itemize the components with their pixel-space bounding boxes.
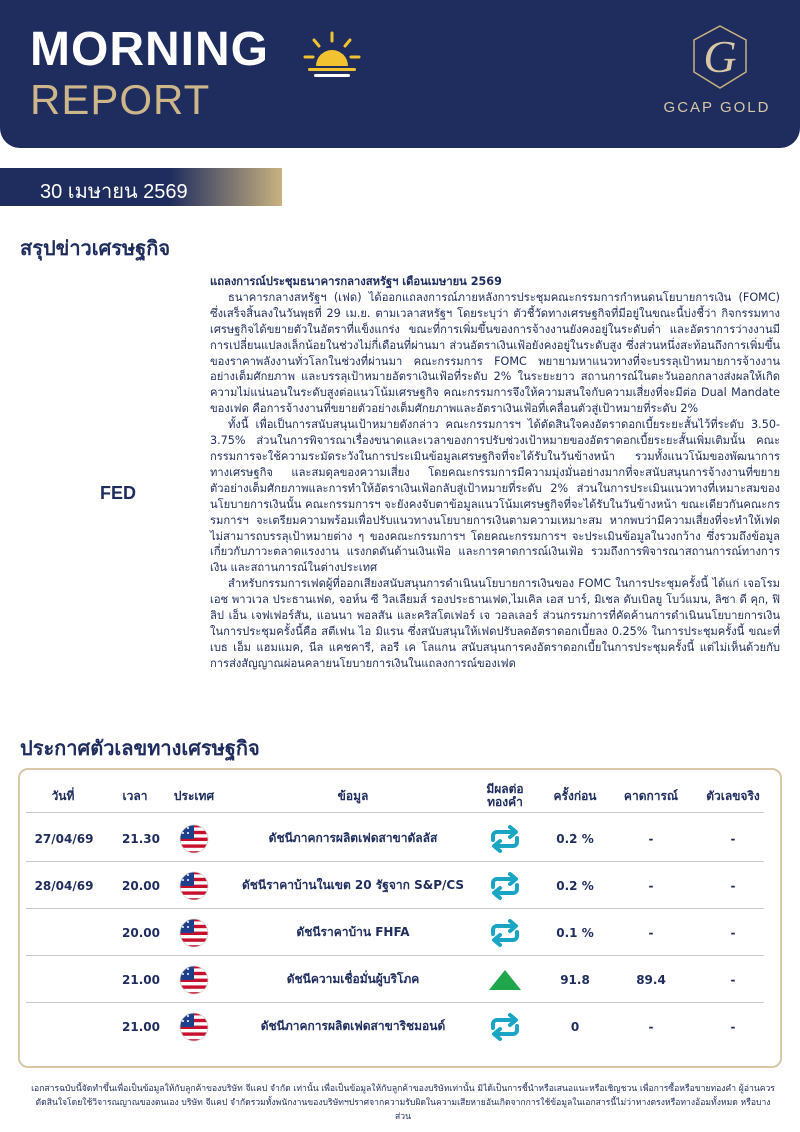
row-separator: [26, 812, 764, 813]
us-flag-icon: [160, 956, 228, 1003]
news-section-title: สรุปข่าวเศรษฐกิจ: [20, 238, 171, 260]
news-box: [20, 270, 780, 716]
row-time: 20.00: [122, 878, 160, 893]
row-previous: 0.2 %: [556, 878, 594, 893]
economic-calendar-table: [18, 768, 782, 1068]
disclaimer: เอกสารฉบับนี้จัดทำขึ้นเพื่อเป็นข้อมูลให้กับลูกค้าของบริษัท จีแคป จำกัด เท่านั้น เพื่อเป็นข้อมูลให้กับลูกค้าของบริษัทเท่านั้น มิได้เป็นการชี้นำหรือเสนอแนะหรือเชิญชวน เพื่อการซื้อหรือขายทองคำ ผู้อ่านควรตัดสินใจโดยใช้วิจารณญาณของตนเอง บริษัท จีแคป จำกัดรวมทั้งพนักงานของบริษัทฯปราศจากความรับผิดในความเสียหายอันเกิดจากการใช้ข้อมูลในเอกสารนี้ไม่ว่าทางตรงหรือทางอ้อมทั้งหมด หรือบางส่วน: [31, 1084, 775, 1122]
table-row: [20, 909, 780, 956]
neutral-arrows-icon: [480, 1003, 530, 1050]
row-indicator: ดัชนีภาคการผลิตเฟดสาขาริชมอนด์: [260, 1019, 446, 1033]
row-date: 28/04/69: [34, 878, 94, 893]
header-previous: ครั้งก่อน: [553, 788, 597, 803]
report-date: 30 เมษายน 2569: [40, 181, 188, 203]
header-data: ข้อมูล: [337, 788, 369, 803]
news-content: [210, 274, 780, 672]
news-paragraph: ธนาคารกลางสหรัฐฯ (เฟด) ได้ออกแถลงการณ์ภายหลังการประชุมคณะกรรมการกำหนดนโยบายการเงิน (FOMC) ซึ่งเสร็จสิ้นลงในวันพุธที่ 29 เม.ย. ตามเวลาสหรัฐฯ โดยระบุว่า ตัวชี้วัดทางเศรษฐกิจที่มีอยู่ในขณะนี้บ่งชี้ว่า กิจกรรมทางเศรษฐกิจได้ขยายตัวในอัตราที่แข็งแกร่ง ขณะที่การเพิ่มขึ้นของการจ้างงานยังคงอยู่ในระดับต่ำ และอัตราการว่างงานมีการเปลี่ยนแปลงเล็กน้อยในช่วงไม่กี่เดือนที่ผ่านมา ส่วนอัตราเงินเฟ้อยังคงอยู่ในระดับสูง ซึ่งส่วนหนึ่งสะท้อนถึงการเพิ่มขึ้นของราคาพลังงานทั่วโลกในช่วงที่ผ่านมา คณะกรรมการ FOMC พยายามหาแนวทางที่จะบรรลุเป้าหมายการจ้างงานอย่างเต็มศักยภาพ และบรรลุเป้าหมายอัตราเงินเฟ้อที่ระดับ 2% ในระยะยาว สถานการณ์ในตะวันออกกลางส่งผลให้เกิดความไม่แน่นอนในระดับสูงต่อแนวโน้มเศรษฐกิจ คณะกรรมการจึงให้ความสนใจกับความเสี่ยงที่จะมีต่อ Dual Mandate ของเฟด คือการจ้างงานที่ขยายตัวอย่างเต็มศักยภาพและอัตราเงินเฟ้อที่เคลื่อนตัวสู่เป้าหมายที่ระดับ 2%: [210, 290, 780, 416]
title-morning: MORNING: [30, 23, 269, 76]
row-time: 21.30: [122, 831, 160, 846]
row-date: 27/04/69: [34, 831, 94, 846]
neutral-arrows-icon: [480, 862, 530, 909]
row-previous: 0: [570, 1019, 580, 1034]
up-triangle-icon: [480, 956, 530, 1003]
table-row: [20, 815, 780, 862]
row-forecast: 89.4: [636, 972, 666, 987]
row-actual: -: [730, 925, 736, 940]
row-date: [28, 1003, 100, 1050]
gcap-gold-logo: [680, 22, 760, 92]
us-flag-icon: [160, 862, 228, 909]
row-indicator: ดัชนีภาคการผลิตเฟดสาขาดัลลัส: [268, 831, 438, 845]
row-indicator: ดัชนีความเชื่อมั่นผู้บริโภค: [286, 972, 420, 986]
news-heading: แถลงการณ์ประชุมธนาคารกลางสหรัฐฯ เดือนเมษายน 2569: [210, 275, 502, 288]
row-time: 20.00: [122, 925, 160, 940]
row-time: 21.00: [122, 972, 160, 987]
news-topic-label: FED: [100, 482, 136, 503]
svg-text:G: G: [703, 31, 737, 82]
row-actual: -: [730, 1019, 736, 1034]
row-indicator: ดัชนีราคาบ้านในเขต 20 รัฐจาก S&P/CS: [241, 878, 465, 892]
row-forecast: -: [648, 831, 654, 846]
report-header: [0, 0, 800, 148]
row-previous: 91.8: [560, 972, 590, 987]
row-forecast: -: [648, 878, 654, 893]
neutral-arrows-icon: [480, 815, 530, 862]
row-actual: -: [730, 831, 736, 846]
row-previous: 0.2 %: [556, 831, 594, 846]
row-date: [28, 956, 100, 1003]
table-row: [20, 956, 780, 1003]
header-actual: ตัวเลขจริง: [706, 788, 760, 803]
title-report: REPORT: [30, 76, 211, 123]
header-time: เวลา: [122, 788, 148, 803]
us-flag-icon: [160, 909, 228, 956]
header-date: วันที่: [51, 788, 75, 803]
brand-name: GCAP GOLD: [663, 99, 771, 116]
row-actual: -: [730, 878, 736, 893]
news-paragraph: ทั้งนี้ เพื่อเป็นการสนับสนุนเป้าหมายดังกล่าว คณะกรรมการฯ ได้ตัดสินใจคงอัตราดอกเบี้ยระยะสั้นไว้ที่ระดับ 3.50-3.75% ส่วนในการพิจารณาเรื่องขนาดและเวลาของการปรับช่วงเป้าหมายของอัตราดอกเบี้ยระยะสั้นเพิ่มเติมนั้น คณะกรรมการจะใช้ความระมัดระวังในการประเมินข้อมูลเศรษฐกิจที่จะได้รับในวันข้างหน้า รวมทั้งแนวโน้มของพัฒนาการทางเศรษฐกิจ และสมดุลของความเสี่ยง โดยคณะกรรมการมีความมุ่งมั่นอย่างมากที่จะสนับสนุนการจ้างงานที่ขยายตัวอย่างเต็มศักยภาพและการทำให้อัตราเงินเฟ้อกลับสู่เป้าหมายที่ระดับ 2% ส่วนในการประเมินแนวทางที่เหมาะสมของนโยบายการเงินนั้น คณะกรรมการฯ จะยังคงจับตาข้อมูลแนวโน้มเศรษฐกิจที่จะได้รับในวันข้างหน้า ขณะเดียวกันคณะกรรมการฯ จะเตรียมความพร้อมเพื่อปรับแนวทางนโยบายการเงินตามความเหมาะสม หากพบว่ามีความเสี่ยงที่จะทำให้เฟดไม่สามารถบรรลุเป้าหมายต่าง ๆ ของคณะกรรมการฯ โดยคณะกรรมการฯ จะประเมินข้อมูลในวงกว้าง ซึ่งรวมถึงข้อมูลเกี่ยวกับภาวะตลาดแรงงาน แรงกดดันด้านเงินเฟ้อ และการคาดการณ์เงินเฟ้อ รวมถึงการพิจารณาสถานการณ์ทางการเงิน และสถานการณ์ในต่างประเทศ: [210, 418, 780, 575]
row-actual: -: [730, 972, 736, 987]
row-time: 21.00: [122, 1019, 160, 1034]
table-row: [20, 1003, 780, 1050]
news-paragraph: สำหรับกรรมการเฟดผู้ที่ออกเสียงสนับสนุนการดำเนินนโยบายการเงินของ FOMC ในการประชุมครั้งนี้ ได้แก่ เจอโรม เอช พาวเวล ประธานเฟด, จอห์น ซี วิลเลียมส์ รองประธานเฟด,ไมเคิล เอส บาร์, มิเชล ดับเบิลยู โบว์แมน, ลิซา ดี คุก, ฟิลิป เอ็น เจฟเฟอร์สัน, แอนนา พอลสัน และคริสโตเฟอร์ เจ วอลเลอร์ ส่วนกรรมการที่คัดค้านการดำเนินนโยบายการเงินในการประชุมครั้งนี้คือ สตีเฟน ไอ มิแรน ซึ่งสนับสนุนให้เฟดปรับลดอัตราดอกเบี้ยลง 0.25% ในการประชุมครั้งนี้ ขณะที่ เบธ เอ็ม แฮมแมค, นีล แคชคารี, ลอรี เค โลแกน สนับสนุนการคงอัตราดอกเบี้ยในการประชุมครั้งนี้ แต่ไม่เห็นด้วยกับการส่งสัญญาณผ่อนคลายนโยบายการเงินในแถลงการณ์ของเฟด: [210, 577, 780, 670]
row-indicator: ดัชนีราคาบ้าน FHFA: [296, 925, 410, 939]
table-row: [20, 862, 780, 909]
neutral-arrows-icon: [480, 909, 530, 956]
header-impact: มีผลต่อทองคำ: [486, 782, 524, 809]
row-previous: 0.1 %: [556, 925, 594, 940]
us-flag-icon: [160, 1003, 228, 1050]
header-country: ประเทศ: [173, 788, 215, 803]
us-flag-icon: [160, 815, 228, 862]
row-forecast: -: [648, 1019, 654, 1034]
row-date: [28, 909, 100, 956]
row-forecast: -: [648, 925, 654, 940]
sun-icon: [302, 30, 362, 80]
calendar-section-title: ประกาศตัวเลขทางเศรษฐกิจ: [20, 738, 260, 760]
header-forecast: คาดการณ์: [623, 788, 679, 803]
